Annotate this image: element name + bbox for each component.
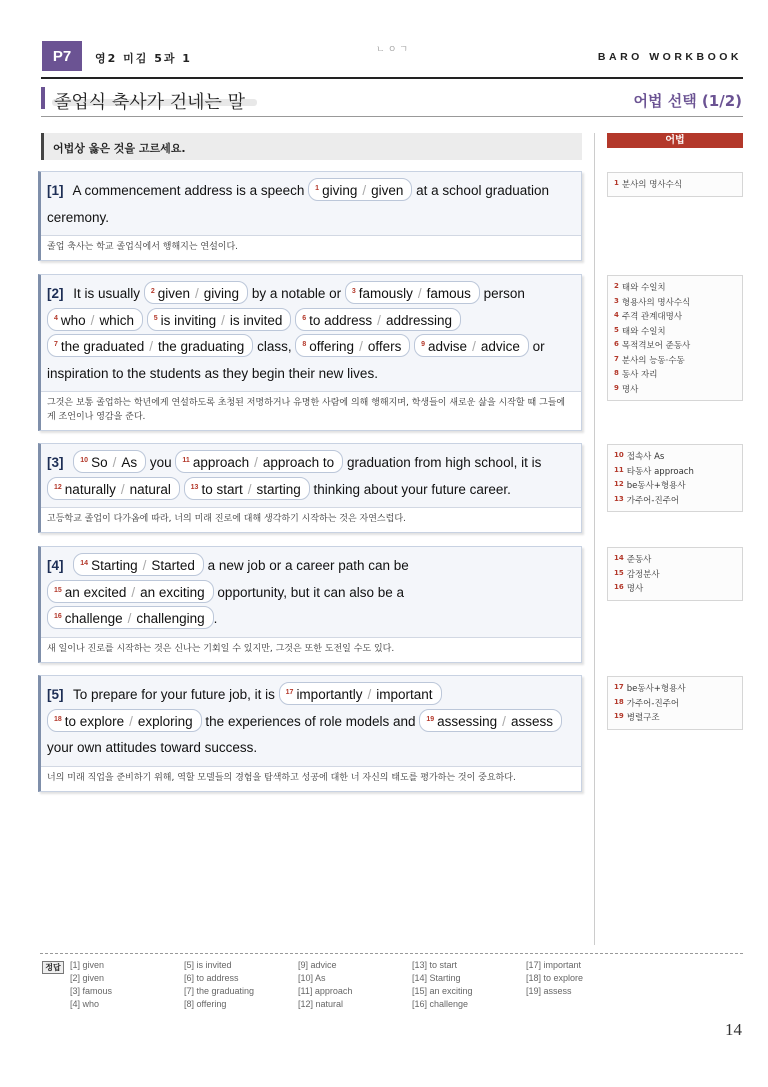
choice-option-b[interactable]: giving [203, 286, 240, 301]
top-mark: ㄴㅇㄱ [376, 45, 412, 55]
choice-number: 15 [54, 586, 62, 594]
choice-option-b[interactable]: which [99, 312, 134, 328]
title-rule [41, 116, 743, 117]
grammar-note: $^{17}$ be동사+형용사 [614, 683, 686, 694]
translation: 졸업 축사는 학교 졸업식에서 행해지는 연설이다. [41, 235, 581, 260]
grammar-note: $^{18}$ 가주어-진주어 [614, 697, 680, 709]
grammar-note: $^9$ 명사 [614, 383, 639, 395]
choice-number: 10 [80, 457, 89, 464]
question-text: thinking about your future career. [313, 481, 511, 497]
answer-item: [2] given [70, 973, 105, 983]
choice-number: 3 [351, 288, 356, 295]
question-card-4 [38, 546, 582, 663]
choice-option-a[interactable]: to start [201, 481, 243, 497]
grammar-notes-2 [607, 275, 743, 401]
choice-number: 2 [150, 288, 155, 295]
grammar-note: $^{16}$ 명사 [614, 583, 644, 594]
answer-item: [4] who [70, 999, 100, 1009]
translation: 고등학교 졸업이 다가옴에 따라, 너의 미래 진로에 대해 생각하기 시작하는 것은 자연스럽다. [41, 507, 581, 532]
grammar-note: $^2$ 태와 수일치 [614, 282, 666, 293]
translation: 너의 미래 직업을 준비하기 위해, 역할 모델들의 경험을 탐색하고 성공에 대한 너 자신의 태도를 평가하는 것이 중요하다. [41, 766, 581, 791]
header-rule [41, 77, 743, 79]
page-title: 졸업식 축사가 건네는 말 [54, 92, 246, 113]
choice-option-a[interactable]: who [60, 312, 86, 328]
answer-column-3 [298, 959, 352, 1011]
grammar-notes-1 [607, 172, 743, 197]
answer-item: [16] challenge [412, 999, 469, 1009]
grammar-note: $^4$ 주격 관계대명사 [614, 311, 683, 322]
choice-box-10[interactable]: $^{10}$ So / As [73, 450, 146, 473]
choice-option-b[interactable]: is invited [229, 312, 283, 328]
choice-number: 14 [80, 560, 89, 567]
choice-number: 11 [182, 457, 190, 464]
choice-option-a[interactable]: naturally [64, 481, 116, 497]
grammar-notes-5 [607, 676, 743, 730]
question-text: To prepare for your future job, it is [73, 687, 275, 702]
page-number: 14 [725, 1020, 742, 1039]
answer-column-5 [526, 959, 583, 998]
grammar-note: $^{15}$ 감정분사 [614, 568, 660, 580]
answer-item: [11] approach [298, 986, 353, 996]
page-badge: P7 [42, 41, 82, 71]
question-text: your own attitudes toward success. [47, 740, 258, 755]
choice-option-b[interactable]: an exciting [140, 584, 205, 600]
answer-item: [12] natural [298, 999, 344, 1009]
question-text: person [483, 286, 525, 301]
choice-box-7[interactable]: $^7$ the graduated / the graduating [47, 334, 253, 357]
translation: 그것은 보통 졸업하는 학년에게 연설하도록 초청된 저명하거나 유명한 사람에 의해 행해지며, 학생들이 새로운 삶을 시작할 때 그들에게 조언이나 영감을 준다. [41, 391, 581, 430]
grammar-note: $^7$ 분사의 능동·수동 [614, 354, 685, 366]
answer-badge: 정답 [42, 961, 64, 974]
title-accent-bar [41, 87, 45, 109]
choice-option-b[interactable]: offers [367, 339, 402, 354]
choice-option-b[interactable]: important [376, 687, 433, 702]
side-divider [594, 133, 595, 945]
question-text: class, [257, 339, 292, 354]
choice-box-11[interactable]: $^{11}$ approach / approach to [175, 450, 343, 473]
grammar-note: $^1$ 분사의 명사수식 [614, 179, 683, 190]
grammar-notes-4 [607, 547, 743, 601]
answer-item: [1] given [70, 960, 105, 970]
choice-option-a[interactable]: is inviting [160, 312, 217, 328]
question-text: It is usually [73, 286, 141, 301]
answer-column-2 [184, 959, 254, 1011]
question-card-1 [38, 171, 582, 261]
choice-box-13[interactable]: $^{13}$ to start / starting [184, 477, 310, 500]
choice-option-b[interactable]: natural [129, 481, 171, 497]
choice-option-a[interactable]: challenge [64, 611, 123, 626]
choice-option-a[interactable]: famously [358, 286, 413, 301]
question-text: graduation from high school, it is [346, 455, 542, 470]
choice-box-18[interactable]: $^{18}$ to explore / exploring [47, 709, 202, 732]
choice-box-19[interactable]: $^{19}$ assessing / assess [419, 709, 562, 732]
lesson-label: 영2 미김 5과 1 [95, 52, 192, 65]
choice-box-12[interactable]: $^{12}$ naturally / natural [47, 477, 180, 500]
choice-option-a[interactable]: approach [192, 455, 250, 470]
choice-number: 8 [302, 341, 307, 348]
choice-box-8[interactable]: $^8$ offering / offers [295, 334, 410, 357]
answer-item: [10] As [298, 973, 326, 983]
grammar-note: $^{14}$ 준동사 [614, 554, 652, 565]
answer-item: [13] to start [412, 960, 458, 970]
answer-item: [14] Starting [412, 973, 461, 983]
choice-box-15[interactable]: $^{15}$ an excited / an exciting [47, 580, 214, 603]
question-number: [3] [47, 455, 64, 470]
choice-number: 1 [315, 185, 320, 192]
question-text: or [532, 339, 545, 354]
choice-option-b[interactable]: approach to [262, 455, 335, 470]
question-text: by a notable or [251, 286, 342, 301]
question-card-2 [38, 274, 582, 431]
answer-item: [9] advice [298, 960, 337, 970]
grammar-note: $^{11}$ 타동사 approach [614, 465, 694, 477]
choice-option-a[interactable]: importantly [296, 687, 363, 702]
choice-box-17[interactable]: $^{17}$ importantly / important [279, 682, 442, 705]
choice-option-b[interactable]: As [121, 455, 138, 470]
choice-option-b[interactable]: starting [256, 481, 301, 497]
choice-option-b[interactable]: famous [426, 286, 471, 301]
choice-option-a[interactable]: to explore [64, 713, 125, 729]
choice-box-3[interactable]: $^3$ famously / famous [345, 281, 480, 304]
choice-option-a[interactable]: the graduated [60, 339, 145, 354]
translation: 새 일이나 진로를 시작하는 것은 신나는 기회일 수 있지만, 그것은 또한 도전일 수도 있다. [41, 637, 581, 662]
choice-box-16[interactable]: $^{16}$ challenge / challenging [47, 606, 214, 629]
grammar-note: $^5$ 태와 수일치 [614, 325, 666, 337]
choice-option-a[interactable]: assessing [437, 713, 498, 729]
choice-box-4[interactable]: $^4$ who / which [47, 308, 143, 331]
answer-item: [17] important [526, 960, 582, 970]
choice-number: 5 [153, 314, 158, 322]
choice-option-b[interactable]: given [371, 183, 404, 198]
question-number: [5] [47, 687, 64, 702]
grammar-notes-3 [607, 444, 743, 512]
grammar-note: $^{13}$ 가주어-진주어 [614, 494, 680, 506]
brand-name: BARO WORKBOOK [597, 51, 742, 63]
question-text: opportunity, but it can also be a [217, 584, 405, 600]
choice-option-a[interactable]: So [91, 455, 108, 470]
choice-option-b[interactable]: addressing [385, 312, 452, 328]
choice-number: 12 [54, 483, 62, 491]
page-subtitle: 어법 선택 (1/2) [633, 92, 742, 110]
choice-option-a[interactable]: offering [309, 339, 355, 354]
question-number: [1] [47, 183, 64, 198]
grammar-note: $^3$ 형용사의 명사수식 [614, 296, 691, 308]
choice-option-a[interactable]: giving [322, 183, 358, 198]
choice-option-a[interactable]: an excited [64, 584, 127, 600]
choice-option-a[interactable]: Starting [91, 558, 138, 573]
instruction-banner: 어법상 옳은 것을 고르세요. [41, 133, 582, 160]
question-text: at a school graduation ceremony. [47, 183, 550, 225]
answer-divider [40, 953, 743, 954]
answer-item: [3] famous [70, 986, 113, 996]
question-text: the experiences of role models and [205, 713, 416, 729]
choice-number: 18 [54, 715, 62, 723]
choice-box-1[interactable]: $^1$ giving / given [308, 178, 412, 201]
grammar-note: $^{12}$ be동사+형용사 [614, 480, 686, 491]
choice-option-b[interactable]: exploring [137, 713, 193, 729]
answer-item: [18] to explore [526, 973, 584, 983]
choice-number: 19 [426, 715, 435, 723]
choice-number: 6 [302, 314, 307, 322]
answer-item: [6] to address [184, 973, 239, 983]
choice-number: 7 [54, 341, 58, 348]
answer-column-1 [70, 959, 112, 1011]
choice-box-14[interactable]: $^{14}$ Starting / Started [73, 553, 204, 576]
answer-item: [15] an exciting [412, 986, 473, 996]
choice-option-a[interactable]: advise [428, 339, 468, 354]
choice-option-b[interactable]: assess [510, 713, 553, 729]
choice-option-b[interactable]: the graduating [158, 339, 245, 354]
answer-item: [19] assess [526, 986, 572, 996]
grammar-note: $^{19}$ 병렬구조 [614, 712, 660, 723]
choice-number: 16 [54, 613, 62, 620]
question-number: [2] [47, 286, 64, 301]
grammar-note: $^6$ 목적격보어 준동사 [614, 340, 691, 351]
question-text: you [149, 455, 172, 470]
answer-item: [7] the graduating [184, 986, 255, 996]
question-text: . [213, 611, 218, 626]
choice-number: 4 [54, 314, 58, 322]
choice-number: 17 [285, 689, 294, 696]
choice-option-a[interactable]: given [157, 286, 190, 301]
choice-box-6[interactable]: $^6$ to address / addressing [295, 308, 461, 331]
answer-item: [5] is invited [184, 960, 232, 970]
grammar-note: $^{10}$ 접속사 As [614, 451, 665, 462]
choice-number: 9 [421, 341, 426, 348]
side-column-header: 어법 [607, 133, 743, 148]
question-card-3 [38, 443, 582, 533]
grammar-note: $^8$ 동사 자리 [614, 369, 658, 380]
choice-box-5[interactable]: $^5$ is inviting / is invited [147, 308, 292, 331]
choice-option-a[interactable]: to address [309, 312, 373, 328]
choice-box-2[interactable]: $^2$ given / giving [144, 281, 248, 304]
answer-item: [8] offering [184, 999, 227, 1009]
choice-number: 13 [190, 483, 199, 491]
answer-column-4 [412, 959, 473, 1011]
choice-option-b[interactable]: advice [480, 339, 520, 354]
choice-box-9[interactable]: $^9$ advise / advice [414, 334, 529, 357]
question-number: [4] [47, 558, 64, 573]
question-text: inspiration to the students as they begin their new lives. [47, 365, 378, 381]
question-card-5 [38, 675, 582, 792]
choice-option-b[interactable]: challenging [136, 611, 205, 626]
choice-option-b[interactable]: Started [151, 558, 195, 573]
question-text: a new job or a career path can be [207, 558, 409, 573]
question-text: A commencement address is a speech [72, 183, 305, 198]
